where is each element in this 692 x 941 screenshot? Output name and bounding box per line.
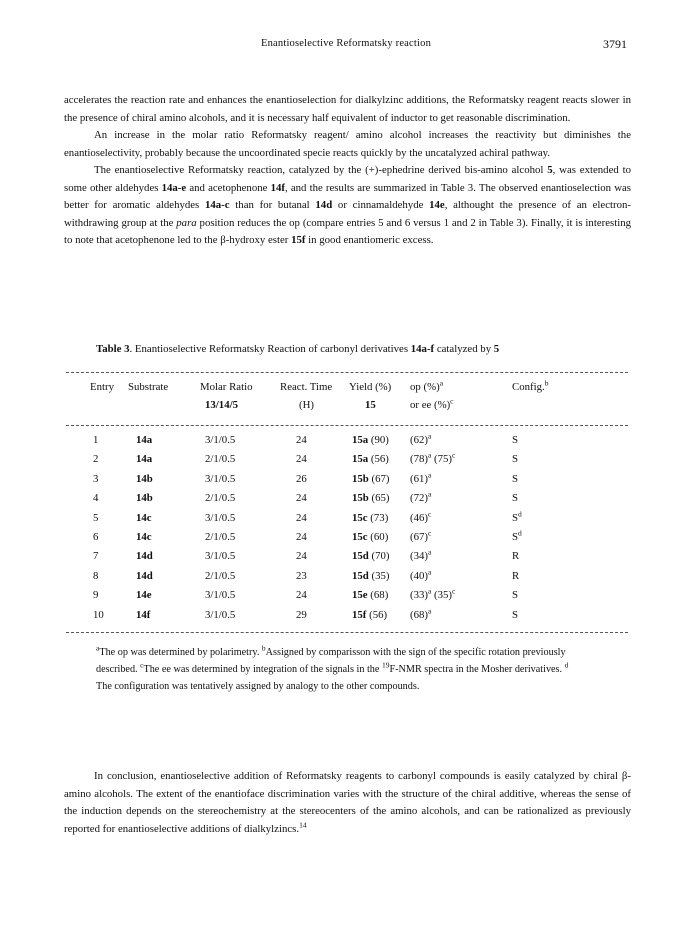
footnote-mark: a [428,470,432,480]
cell-op [410,489,432,505]
p3-text: in good enantiomeric excess. [305,234,434,246]
footnote-mark: a [428,450,432,460]
footnote-d: The configuration was tentatively assigned by analogy to the other compounds. [96,681,420,692]
cell-entry: 9 [93,589,99,602]
footnote-mark: c [450,396,454,406]
header-yield: Yield (%) [349,381,392,393]
cell-time: 24 [296,434,307,446]
cell-yield [352,570,390,582]
cell-ratio: 3/1/0.5 [205,472,236,485]
yield-value: (35) [371,569,390,582]
footnote-mark: a [428,606,432,615]
header-config [512,378,549,393]
cell-ratio: 3/1/0.5 [205,434,236,446]
footnote-mark: d [518,528,522,538]
yield-value: (68) [370,589,389,602]
op-value: (68) [410,608,428,621]
footnote-mark: d [564,660,569,670]
footnote-mark: a [428,431,432,441]
cell-ratio: 3/1/0.5 [205,589,236,602]
paragraph-2-text: An increase in the molar ratio Reformatsky reagent/ amino alcohol increases the reactivity but diminishes the enantioselectivity, probably because the uncoordinated specie reacts quickly by the uncatalyzed achiral pathway. [64,129,631,159]
running-header [0,38,692,54]
config-value: R [512,569,520,582]
op-value: (40) [410,569,428,582]
header-config-text: Config. [512,381,545,393]
cell-config [512,509,522,524]
product-ref: 15e [352,589,368,602]
conclusion-paragraph [64,768,631,838]
header-molar-ratio: Molar Ratio [200,381,253,393]
cell-op [410,509,432,524]
cell-time: 24 [296,511,307,524]
footnote-mark: c [140,660,144,670]
op-value: (33) [410,589,428,602]
cell-entry: 7 [93,550,99,563]
cell-substrate: 14e [136,589,152,602]
cell-op [410,547,432,563]
cell-config [512,589,518,601]
isotope-number: 19 [381,660,390,670]
footnote-mark: a [439,378,444,388]
cell-time: 24 [296,453,307,466]
cell-substrate: 14f [136,608,151,621]
yield-value: (70) [371,550,390,563]
cell-ratio: 3/1/0.5 [205,511,236,524]
cell-config [512,492,518,504]
header-op-text: op (%) [410,381,440,393]
header-entry: Entry [90,381,114,393]
compound-ref: 5 [547,164,553,176]
paragraph-2 [64,127,631,162]
compound-ref: 5 [493,343,500,355]
op-value: (61) [410,472,428,485]
cell-entry: 8 [93,569,99,582]
cell-substrate: 14c [136,511,152,524]
p3-text: The enantioselective Reformatsky reaction, catalyzed by the (+)-ephedrine derived bis-amino alcohol [94,164,548,176]
footnote-mark: a [428,567,432,577]
cell-op [410,586,456,602]
cell-yield [352,492,390,504]
config-value: S [512,531,519,543]
product-ref: 15c [352,531,368,543]
cell-entry: 3 [93,472,99,485]
footnote-mark: c [428,509,432,518]
cell-config [512,609,518,621]
header-react-time-sub: (H) [299,399,314,411]
cell-substrate: 14d [136,569,153,582]
table-caption [96,343,499,355]
compound-ref: 14d [315,199,333,211]
cell-yield [352,434,389,446]
compound-ref: 15f [291,234,306,246]
conclusion-text: In conclusion, enantioselective addition of Reformatsky reagents to carbonyl compounds is easily catalyzed by chiral β-amino alcohols. The extent of the enantioface discrimination varies with the structure of the chiral additive, whereas the sense of the induction depends on the stereochemistry at the stereocenters of the amino alcohols, and can be rationalized as previously reported for enantioselective additions of dialkylzincs. [64,770,631,835]
cell-ratio: 2/1/0.5 [205,531,236,543]
cell-substrate: 14c [136,531,152,543]
compound-ref: 14a-f [410,343,435,355]
compound-ref: 14a-c [204,199,230,211]
product-ref: 15d [352,569,369,582]
p3-text: , was extended to some other aldehydes [64,164,631,194]
config-value: S [512,492,519,505]
p3-text: , and the results are summarized in Table 3. The observed enantioselection was better for aromatic aldehydes [64,181,631,211]
conclusion [64,768,631,838]
caption-text: catalyzed by [434,343,494,355]
compound-ref: 14a-e [161,181,187,194]
cell-time: 24 [296,492,307,505]
paragraph-1-text: accelerates the reaction rate and enhances the enantioselection for dialkylzinc additions, the Reformatsky reagent reacts slower in the presence of chiral amino alcohols, and it is necessary half equivalent of inductor to get reasonable discrimination. [64,94,631,124]
cell-entry: 1 [93,434,99,446]
yield-value: (73) [370,511,389,524]
footnote-mark: a [428,547,432,557]
table-rule-mid [66,425,628,426]
cell-substrate: 14b [136,472,153,485]
op-value: (34) [410,550,428,563]
footnote-mark: c [428,528,432,538]
yield-value: (56) [370,453,389,466]
op-value: (78) [410,453,428,466]
config-value: S [512,608,519,621]
product-ref: 15f [352,608,367,621]
cell-entry: 2 [93,453,99,466]
cell-op [410,567,432,582]
product-ref: 15d [352,550,369,563]
caption-text: . Enantioselective Reformatsky Reaction of carbonyl derivatives [129,343,411,355]
compound-ref: 14f [270,181,285,194]
product-ref: 15b [352,492,369,505]
table-label: Table 3 [96,343,130,355]
header-react-time: React. Time [280,381,333,393]
product-ref: 15c [352,511,368,524]
footnote-mark: a [96,643,100,653]
cell-config [512,473,518,485]
header-op [410,378,444,393]
cell-config [512,570,519,582]
footnote-mark: a [428,586,432,596]
italic-term: para [176,216,197,229]
compound-ref: 14e [429,199,445,211]
cell-time: 29 [296,608,307,621]
cell-substrate: 14a [136,453,153,466]
reference-mark: 14 [299,819,307,829]
cell-config [512,528,522,543]
footnote-mark: c [452,450,456,460]
cell-substrate: 14a [136,434,153,446]
product-ref: 15a [352,453,369,466]
footnote-b: Assigned by comparisson with the sign of the specific rotation previously described. [96,647,566,675]
cell-op [410,528,432,543]
cell-time: 26 [296,472,307,485]
cell-yield [352,453,389,465]
cell-ratio: 2/1/0.5 [205,492,236,505]
cell-ratio: 2/1/0.5 [205,453,236,466]
cell-config [512,550,519,562]
table-rule-top [66,372,628,373]
header-op-sub-text: or ee (%) [410,399,451,411]
cell-entry: 6 [93,531,99,543]
cell-yield [352,609,387,621]
cell-substrate: 14d [136,550,153,563]
config-value: S [512,434,519,446]
footnote-mark: c [452,586,456,596]
p3-text: than for butanal [229,199,316,211]
config-value: S [512,511,519,524]
config-value: R [512,550,520,563]
product-ref: 15b [352,472,369,485]
body-text-top [64,92,631,250]
paragraph-3 [64,162,631,250]
footnote-c: The ee was determined by integration of the signals in the [143,664,382,675]
config-value: S [512,589,519,602]
yield-value: (67) [371,472,390,485]
yield-value: (65) [371,492,390,505]
cell-time: 24 [296,589,307,602]
op-value: (67) [410,531,428,543]
cell-substrate: 14b [136,492,153,505]
footnote-mark: d [518,509,522,518]
running-title: Enantioselective Reformatsky reaction [260,38,432,49]
cell-time: 24 [296,531,307,543]
p3-text: position reduces the op (compare entries 5 and 6 versus 1 and 2 in Table 3). Finally, it is interesting to note that acetophenone led to the β-hydroxy ester [64,216,631,246]
cell-ratio: 3/1/0.5 [205,608,236,621]
yield-value: (60) [370,531,389,543]
table-footnotes [96,644,586,695]
cell-ratio: 2/1/0.5 [205,569,236,582]
cell-entry: 5 [93,511,99,524]
cell-yield [352,550,390,562]
cell-time: 24 [296,550,307,563]
cell-time: 23 [296,569,307,582]
yield-value: (90) [370,434,389,446]
cell-yield [352,589,388,601]
p3-text: or cinnamaldehyde [332,199,430,211]
op-value: (46) [410,511,428,524]
footnote-mark: b [544,378,549,388]
cell-ratio: 3/1/0.5 [205,550,236,563]
p3-text: and acetophenone [186,181,271,194]
ee-value: (75) [431,453,453,466]
cell-entry: 10 [93,608,104,621]
cell-entry: 4 [93,492,99,505]
config-value: S [512,453,519,466]
page-number: 3791 [603,37,627,51]
header-op-sub [410,396,454,411]
p3-text: , althought the presence of an electron-withdrawing group at the [64,199,632,229]
cell-op [410,606,432,621]
yield-value: (56) [369,608,388,621]
product-ref: 15a [352,434,369,446]
cell-config [512,434,518,446]
header-substrate: Substrate [128,381,169,393]
footnote-text [96,644,586,695]
cell-op [410,450,456,466]
footnote-c: F-NMR spectra in the Mosher derivatives. [389,664,565,675]
cell-config [512,453,518,465]
header-yield-sub: 15 [365,399,376,411]
op-value: (62) [410,434,428,446]
cell-op [410,470,432,485]
footnote-mark: a [428,489,432,499]
cell-op [410,431,432,446]
paragraph-1 [64,92,631,127]
ee-value: (35) [431,589,453,602]
cell-yield [352,512,388,524]
header-molar-ratio-sub: 13/14/5 [205,399,238,411]
cell-yield [352,531,388,543]
footnote-a: The op was determined by polarimetry. [99,647,262,658]
table-rule-bottom [66,632,628,633]
cell-yield [352,473,390,485]
footnote-mark: b [261,643,266,653]
config-value: S [512,472,519,485]
op-value: (72) [410,492,428,505]
